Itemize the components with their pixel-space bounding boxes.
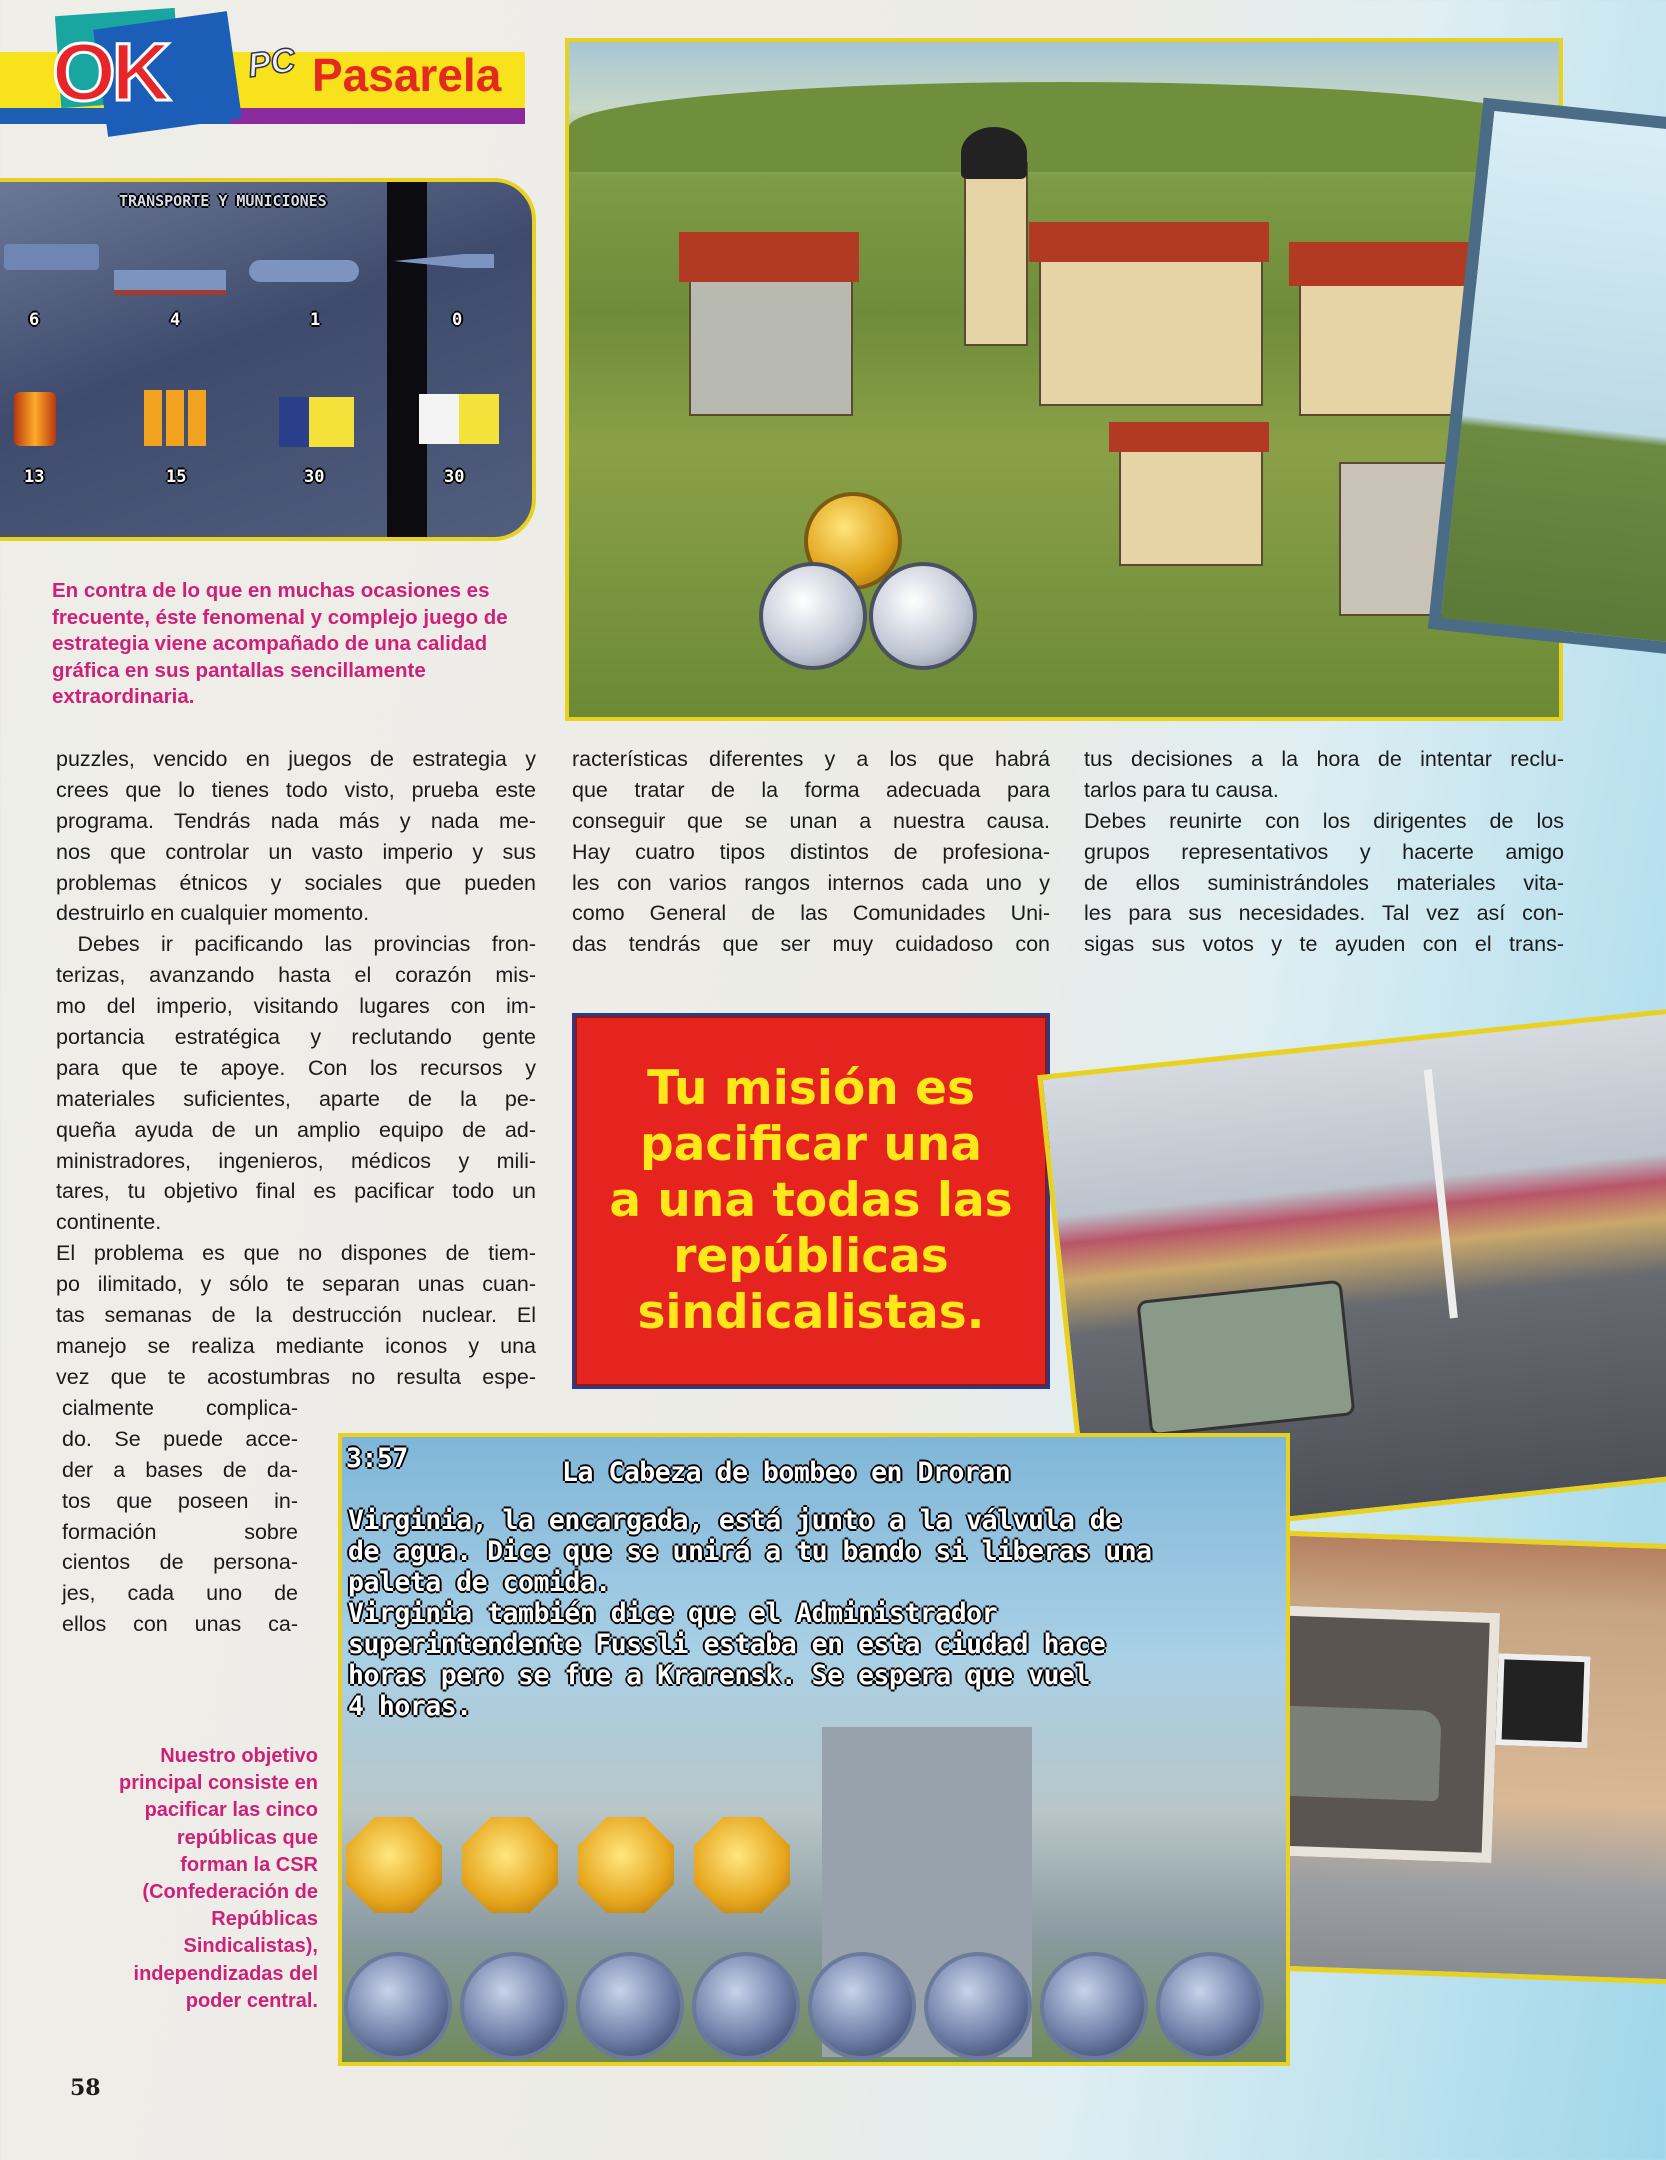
building: [689, 272, 853, 416]
page-number: 58: [70, 2075, 101, 2101]
screenshot-town: [565, 38, 1563, 721]
text-line: cialmente complica-: [62, 1396, 298, 1420]
fire-icon[interactable]: [460, 1952, 568, 2060]
text-line: nos que controlar un vasto imperio y sus: [56, 839, 536, 864]
caption-bottom: Nuestro objetivo principal consiste en pacificar las cinco repúblicas que forman la CSR (Confederación de Repúblicas Sindicalistas), independizadas del poder central.: [119, 1745, 318, 2012]
rabbit-icon[interactable]: [692, 1952, 800, 2060]
tower-dome: [961, 127, 1027, 179]
text-line: tas semanas de la destrucción nuclear. El: [56, 1303, 536, 1328]
text-line: les para sus necesidades. Tal vez así con-: [1084, 901, 1564, 926]
text-line: ellos con unas ca-: [62, 1612, 298, 1637]
text-line: formación sobre: [62, 1519, 298, 1544]
text-line: manejo se realiza mediante iconos y una: [56, 1333, 536, 1358]
text-line: de ellos suministrándoles materiales vita-: [1084, 870, 1564, 895]
text-line: tos que poseen in-: [62, 1488, 298, 1513]
building: [1119, 442, 1263, 566]
clock-icon[interactable]: [462, 1817, 558, 1913]
dove-icon[interactable]: [1156, 1952, 1264, 2060]
text-line: der a bases de da-: [62, 1457, 298, 1482]
roof: [1109, 422, 1269, 452]
fuel-barrel-icon: [14, 392, 56, 446]
soldier-icon[interactable]: [1040, 1952, 1148, 2060]
text-line: po ilimitado, y sólo te separan unas cuan-: [56, 1272, 536, 1297]
flagpole: [1424, 1069, 1458, 1318]
item-count: 1: [310, 310, 321, 330]
message-line: Virginia también dice que el Administrador: [348, 1598, 998, 1629]
message-line: paleta de comida.: [348, 1567, 611, 1598]
magazine-logo-sub: PC: [245, 40, 298, 86]
pullquote-line: pacificar una: [640, 1117, 982, 1172]
text-line: como General de las Comunidades Uni-: [572, 901, 1050, 926]
submarine-icon: [249, 260, 359, 282]
text-line: tarlos para tu causa.: [1084, 777, 1279, 802]
text-line: terizas, avanzando hasta el corazón mis-: [56, 963, 536, 988]
text-line: queña ayuda de un amplio equipo de ad-: [56, 1117, 536, 1142]
text-line: jes, cada uno de: [62, 1581, 298, 1606]
message-line: 4 horas.: [348, 1691, 472, 1722]
ship-icon: [114, 270, 226, 295]
column-middle: [572, 744, 1050, 960]
message-line: de agua. Dice que se unirá a tu bando si liberas una: [348, 1536, 1152, 1567]
heart-icon[interactable]: [344, 1952, 452, 2060]
item-count: 4: [170, 310, 181, 330]
pullquote-box: [572, 1013, 1050, 1389]
building: [1039, 252, 1263, 406]
game-time: 3:57: [346, 1443, 408, 1474]
game-message: [348, 1505, 1152, 1722]
lion-icon[interactable]: [346, 1817, 442, 1913]
hills: [569, 82, 1559, 172]
tank-icon: [4, 244, 99, 270]
industry-icon: [759, 562, 867, 670]
text-line: cientos de persona-: [62, 1550, 298, 1575]
lips-icon[interactable]: [924, 1952, 1032, 2060]
text-line: das tendrás que ser muy cuidadoso con: [572, 932, 1050, 957]
ammo-icon: [144, 390, 206, 446]
text-line: Hay cuatro tipos distintos de profesiona-: [572, 839, 1050, 864]
column-left: [56, 744, 536, 1393]
text-line: continente.: [56, 1210, 162, 1235]
baton-icon[interactable]: [808, 1952, 916, 2060]
text-line: grupos representativos y hacerte amigo: [1084, 839, 1564, 864]
game-location: La Cabeza de bombeo en Droran: [562, 1457, 1011, 1488]
screen-title: TRANSPORTE Y MUNICIONES: [119, 192, 327, 210]
pullquote-line: Tu misión es: [647, 1061, 975, 1116]
magazine-logo: OK: [52, 27, 167, 118]
item-count: 0: [452, 310, 463, 330]
message-line: Virginia, la encargada, está junto a la válvula de: [348, 1505, 1121, 1536]
pullquote-text: [609, 1061, 1012, 1341]
fist-icon[interactable]: [578, 1817, 674, 1913]
church-tower: [964, 162, 1028, 346]
text-line: problemas étnicos y sociales que pueden: [56, 870, 536, 895]
caption-top: En contra de lo que en muchas ocasiones es frecuente, éste fenomenal y complejo juego de estrategia viene acompañado de una calidad gráfica en sus pantallas sencillamente extraordinaria.: [52, 579, 508, 708]
mouth-icon[interactable]: [694, 1817, 790, 1913]
pullquote-line: sindicalistas.: [637, 1285, 985, 1340]
bomb-clock-icon[interactable]: [576, 1952, 684, 2060]
section-title: Pasarela: [312, 49, 502, 101]
text-line: sigas sus votos y te ayuden con el trans-: [1084, 932, 1564, 957]
window: [1495, 1653, 1590, 1748]
text-line: mo del imperio, visitando lugares con im-: [56, 994, 536, 1019]
text-line: les con varios rangos internos cada uno y: [572, 870, 1050, 895]
text-line: tares, tu objetivo final es pacificar todo un: [56, 1179, 536, 1204]
text-line: tus decisiones a la hora de intentar reclu-: [1084, 747, 1564, 771]
item-count: 15: [166, 467, 187, 487]
text-line: Debes reunirte con los dirigentes de los: [1084, 808, 1564, 833]
item-count: 30: [444, 467, 465, 487]
item-count: 30: [304, 467, 325, 487]
screenshot-transport: [0, 178, 536, 541]
text-line: El problema es que no dispones de tiem-: [56, 1241, 536, 1266]
message-line: horas pero se fue a Krarensk. Se espera que vuel: [348, 1660, 1090, 1691]
pullquote-line: repúblicas: [673, 1229, 949, 1284]
factory-icon: [869, 562, 977, 670]
text-line: para que te apoye. Con los recursos y: [56, 1055, 536, 1080]
text-line: puzzles, vencido en juegos de estrategia y: [56, 747, 536, 771]
armored-truck: [1136, 1280, 1355, 1437]
letters-icon: [419, 394, 499, 444]
header-purple-band: [230, 108, 525, 124]
text-line: portancia estratégica y reclutando gente: [56, 1025, 536, 1050]
text-line: que tratar de la forma adecuada para: [572, 777, 1050, 802]
screenshot-game-dialog: [338, 1433, 1290, 2066]
text-line: materiales suficientes, aparte de la pe-: [56, 1086, 536, 1111]
documents-icon: [279, 397, 354, 447]
column-left-narrow: [62, 1393, 298, 1640]
roof: [1029, 222, 1269, 262]
roof: [679, 232, 859, 282]
text-line: programa. Tendrás nada más y nada me-: [56, 808, 536, 833]
text-line: ministradores, ingenieros, médicos y mili-: [56, 1148, 536, 1173]
message-line: superintendente Fussli estaba en esta ciudad hace: [348, 1629, 1106, 1660]
roof: [1289, 242, 1489, 286]
text-line: vez que te acostumbras no resulta espe-: [56, 1364, 536, 1389]
text-line: crees que lo tienes todo visto, prueba este: [56, 777, 536, 802]
text-line: conseguir que se unan a nuestra causa.: [572, 808, 1050, 833]
item-count: 6: [29, 310, 40, 330]
pullquote-line: a una todas las: [609, 1173, 1013, 1228]
text-line: Debes ir pacificando las provincias fron-: [56, 932, 536, 957]
dark-pillar: [387, 182, 427, 537]
text-line: do. Se puede acce-: [62, 1426, 298, 1451]
item-count: 13: [24, 467, 45, 487]
column-right: [1084, 744, 1564, 960]
text-line: racterísticas diferentes y a los que habrá: [572, 747, 1050, 771]
text-line: destruirlo en cualquier momento.: [56, 901, 370, 926]
